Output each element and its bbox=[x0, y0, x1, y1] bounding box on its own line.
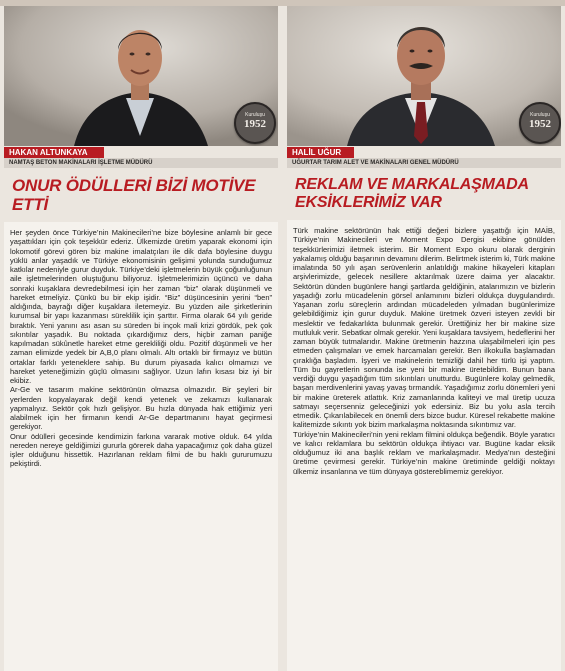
left-badge-year: 1952 bbox=[244, 118, 266, 130]
left-article bbox=[4, 6, 278, 671]
right-article-body bbox=[287, 220, 561, 671]
left-badge-caption: Kuruluşu bbox=[245, 112, 265, 118]
left-paragraph-1: Her şeyden önce Türkiye’nin Makinecileri’ne bize böylesine anlamlı bir gece yaşattıkları için çok teşekkür ederiz. Ülkemizde üretim yaparak ekonomi için lokomotif görevi gören biz makine imalatçıları ile dik dafa böylesine duygu yüklü anlar yaşadık ve Türkiye ekonomisinin gelişimi yolunda sunduğumuz katkılar nedeniyle gurur duyduk. Türkiye’deki işletmelerin büyük çoğunluğunun aile işletmelerinden oluştuğunu biliyoruz. İşletmelerimizin üçüncü ve daha sonraki kuşaklara devredebilmesi için her zaman “biz” olarak düşünmeli ve hareket etmeliyiz. Çünkü bu bir ekip işidir. “Biz” düşüncesinin yerini “ben” aldığında, bayrağı diğer kuşaklara iletemeyiz. Bu yüzden aile şirketlerinin kurumsal bir yapı kazanması süreklilik için şarttır. Firma olarak 64 yılı geride bıraktık. Yeni yanını ası asan su süreden bi inçok mali krizi gördük, pek çok sıkıntılar yaşadık. Bu noktada çıkardığımız ders, hiçbir zaman paniğe kapılmadan sükûnetle hareket etme gerekliliği oldu. Pozitif düşünmeli ve her zaman elimizde yedek bir A,B,0 planı olmalı. Altı ortaklı bir firmayız ve bütün ortaklar farklı yeteneklere sahip. Bu durum piyasada kalıcı olmamızı ve hareket yeteneğimizin güçlü olmasını sağlıyor. Uzun lafın kısası biz iyi bir ekibiz. bbox=[10, 228, 272, 385]
left-namebar bbox=[4, 147, 278, 169]
left-paragraph-3: Onur ödülleri gecesinde kendimizin farkına vararak motive olduk. 64 yılda nereden nereye geldiğimizi gururla görerek daha yapacağımız çok daha güzel işler olduğunu hissettik. Hazırlanan reklam filmi de bu haklı gururumuzu pekiştirdi. bbox=[10, 431, 272, 469]
right-portrait-photo bbox=[287, 6, 561, 146]
left-portrait-photo bbox=[4, 6, 278, 146]
right-badge-year: 1952 bbox=[529, 118, 551, 130]
right-badge-caption: Kuruluşu bbox=[530, 112, 550, 118]
right-year-badge bbox=[519, 102, 561, 144]
left-person-name: HAKAN ALTUNKAYA bbox=[4, 147, 104, 158]
right-person-title: UĞURTAR TARIM ALET VE MAKİNALARI GENEL MÜDÜRÜ bbox=[287, 158, 561, 168]
left-paragraph-2: Ar-Ge ve tasarım makine sektörünün olmazsa olmazıdır. Bir şeyleri bir yerlerden kopyalayarak değil kendi yetenek ve zekamızı kullanarak yapmalıyız. Sektör çok hızlı gelişiyor. Bu hızla dünyada hak ettiğimiz yeri alabilmek için her firmanın kendi Ar-Ge departmanını hayat geçirmesi gerekiyor. bbox=[10, 385, 272, 432]
right-headline: REKLAM VE MARKALAŞMADA EKSİKLERİMİZ VAR bbox=[295, 176, 529, 211]
right-paragraph-2: Türkiye’nin Makinecileri’nin yeni reklam filmini oldukça beğendik. Böyle yaratıcı ve kalıcı reklamlara bu sektörün oldukça ihtiyacı var. Bugüne kadar eksik olduğumuz iki ana başlık reklam ve markalaşmadır. Medya’nın desteğini üretime çevirmesi gerekir. Türkiye’nin makine üretiminde geldiği noktayı ülkemiz insanlarına ve tüm dünyaya göstereblimemiz gerekiyor. bbox=[293, 429, 555, 476]
right-paragraph-1: Türk makine sektörünün hak ettiği değeri bizlere yaşattığı için MAİB, Türkiye’nin Makinecileri ve Moment Expo Dergisi ekibine gönülden teşekkürlerimizi iletmek isterim. Bir Moment Expo okuru olarak derginin yakalamış olduğu başarının devamını dilerim. Belirtmek isterim ki, Türk makine imalatında 50 yılı aşan serüvenlerin anlatıldığı makine hikayeleri kitapları arşivlerimizde, gelecek nesillere aktarılmak üzere daima yer alacaktır. Sektörün dünden bugünlere hangi şartlarda geldiğinin, atalarımızın ve bizlerin yaşadığı zorlu mücadelenin görsel anlamınını bizleri oldukça duygulandırdı. Yaşanan zorlu süreçlerin ardından mücadeleden yılmadan bugünlerimize gelebildiğimiz için gurur duyduk. Makine üretmek özveri isteyen zevkli bir meslektir ve fedakarlıkta bulunmak gerekir. Ürettiğiniz her bir makine size mutluluk verir. Sebatkar olmak gerekir. Yeni kuşaklara tavsiyem, hedeflerini her zaman büyük tutmalarıdır. Makine üretmenin hazzına ulaşabilmeleri için pes etmeden çalışmaları ve emek harcamaları gerekir. Ben ilkokulla başlamadan çıraklığa başladım. İşyeri ve makinelerin temizliği dahil her türlü işi yaptım. Tüm bu gayretlerin sonunda ise yeni bir makine üretebildim. Bunun bana verdiği duygu yaşadığım tüm sıkıntıları unutturdu. Bugünlere kolay gelmedik, başarı merdivenlerini yavaş yavaş tırmandık. Yaşadığımız zorlu dönemleri yeni bir makine üreterek atlattık. Kriz zamanlarında kaliteyi ve mal üretip ucuza satmayı seçersenniz geleceğinizi yok edersiniz. Biz bu yolu asla tercih etmedik. Çıkarılabilecek en önemli ders bizce budur. Küresel rekabette makine kalitemizde sıkıntı yok bizim markalaşma noktasında sıkıntımız var. bbox=[293, 226, 555, 430]
right-article bbox=[287, 6, 561, 671]
left-person-title: NAMTAŞ BETON MAKİNALARI İŞLETME MÜDÜRÜ bbox=[4, 158, 278, 168]
right-namebar bbox=[287, 147, 561, 169]
left-article-body bbox=[4, 222, 278, 671]
left-headline: ONUR ÖDÜLLERİ BİZİ MOTİVE ETTİ bbox=[12, 176, 256, 214]
left-year-badge bbox=[234, 102, 276, 144]
right-person-name: HALİL UĞUR bbox=[287, 147, 354, 158]
